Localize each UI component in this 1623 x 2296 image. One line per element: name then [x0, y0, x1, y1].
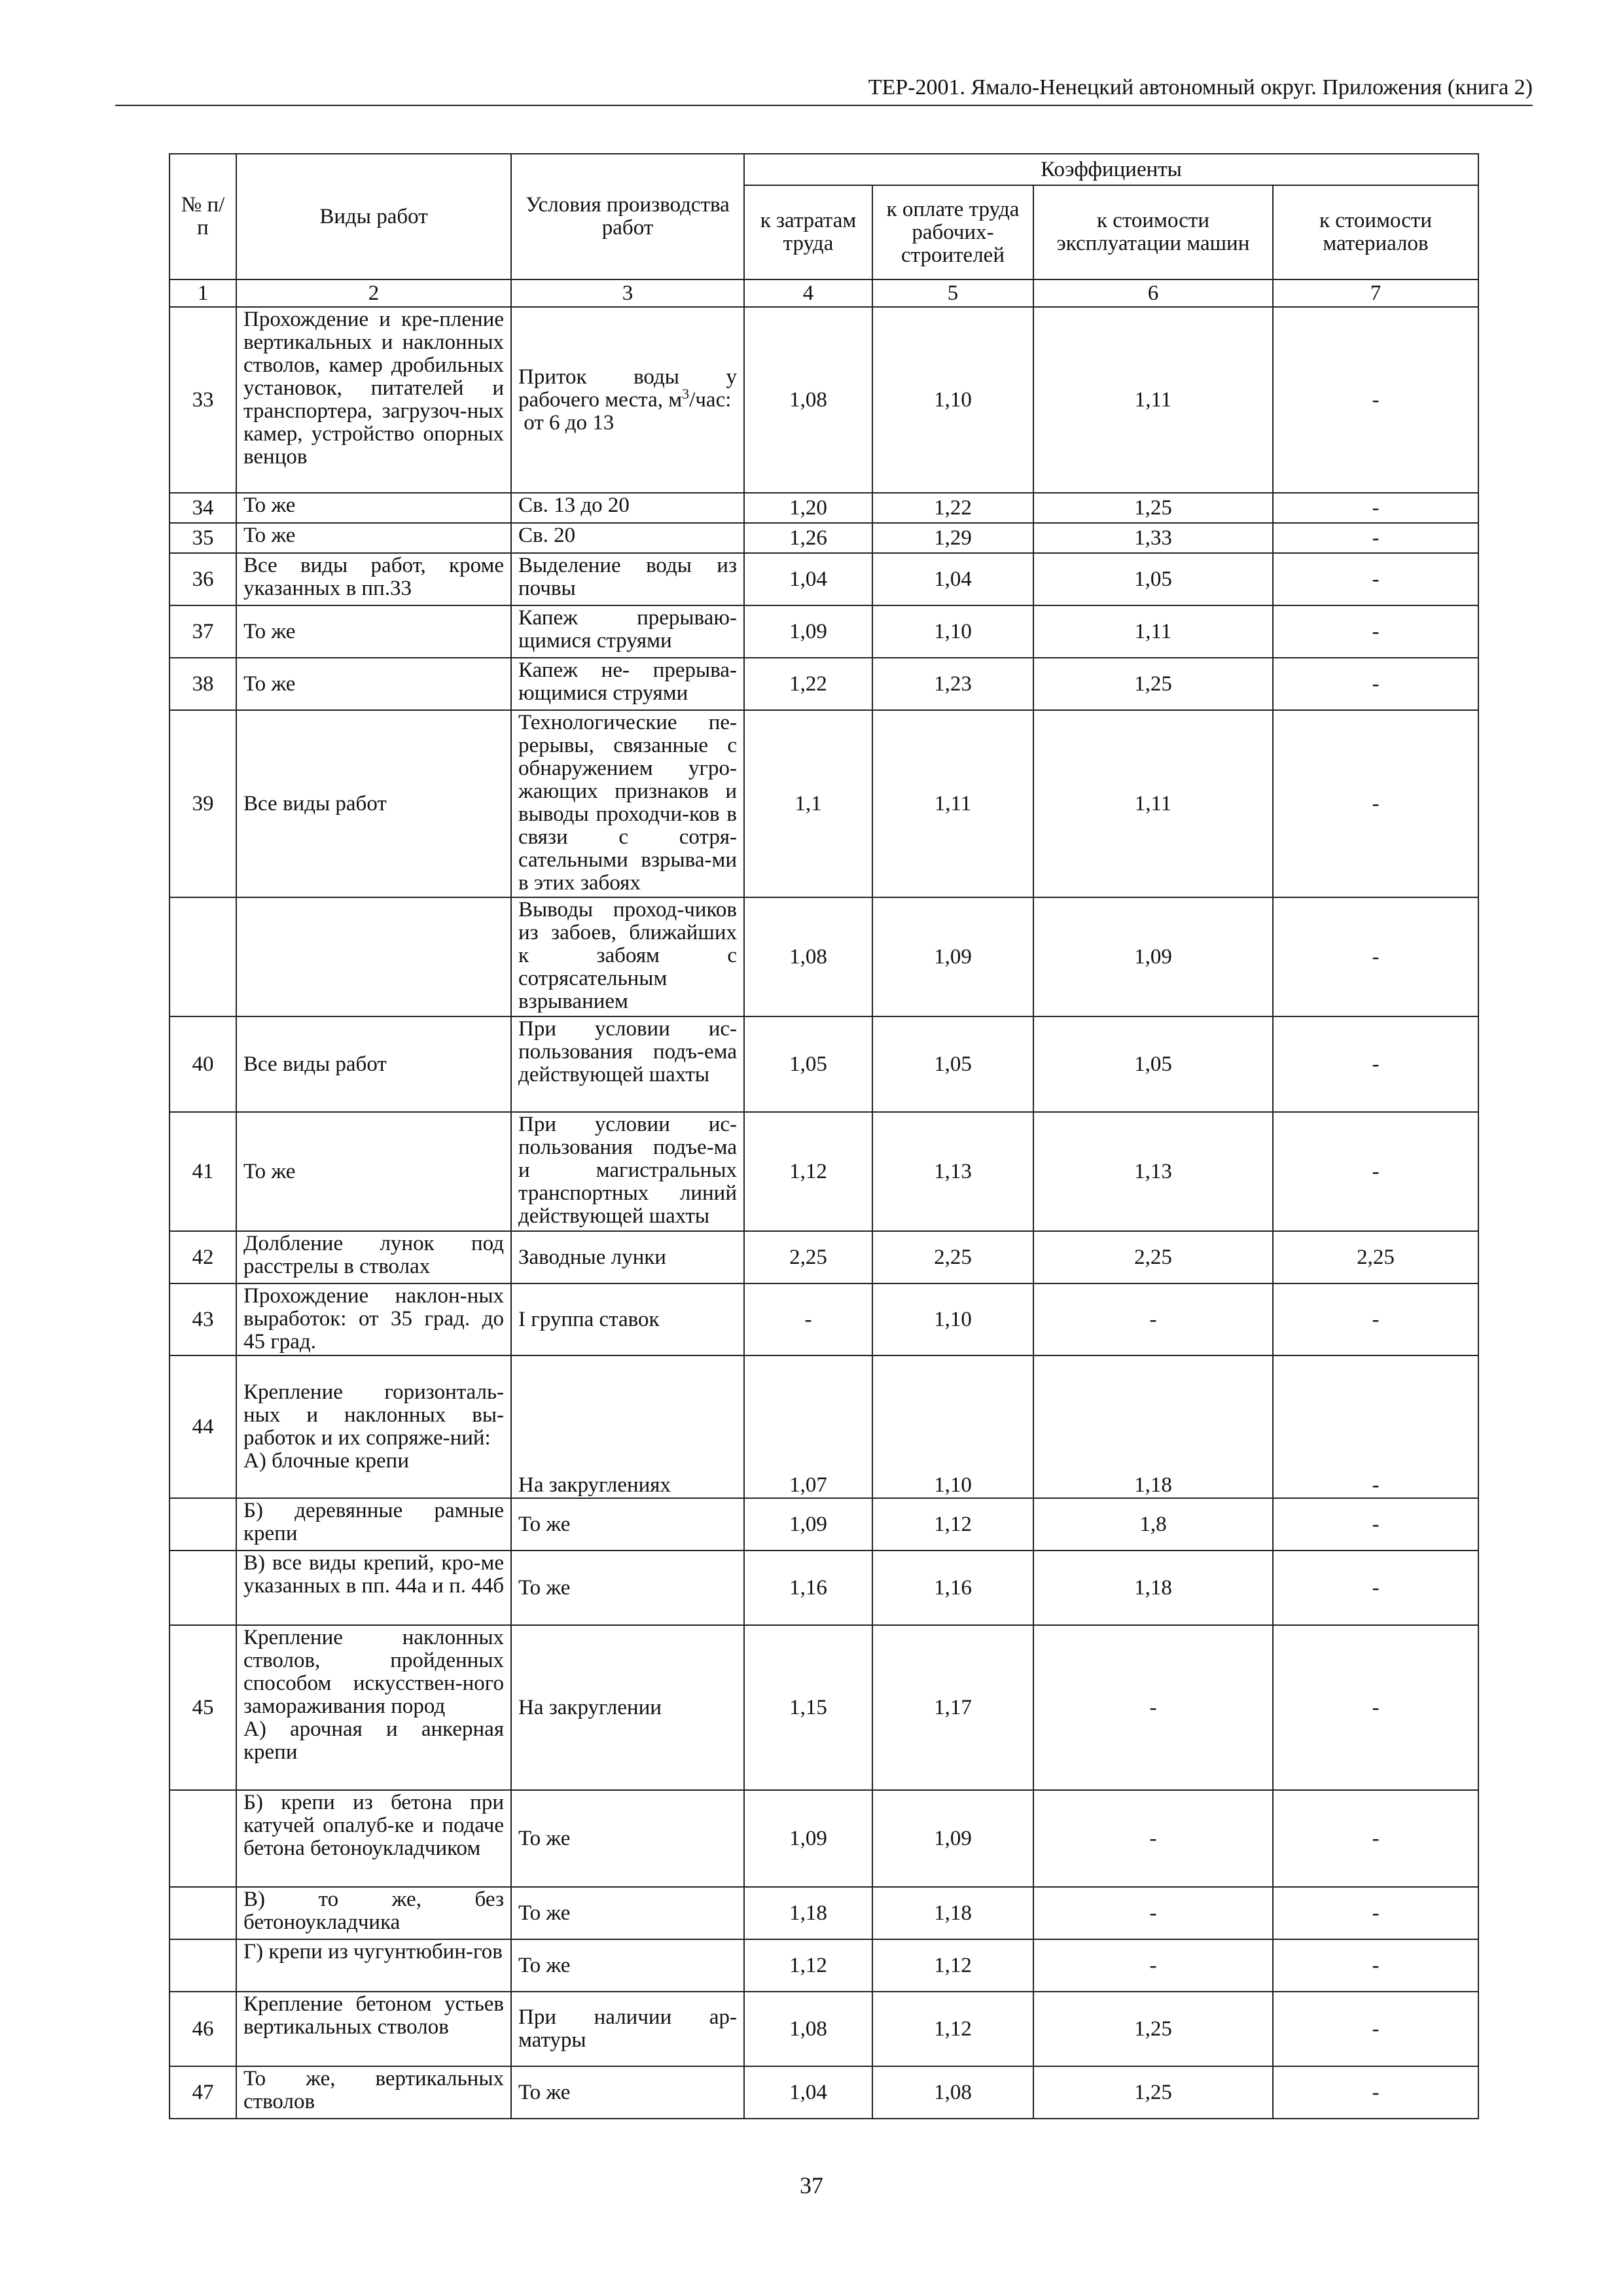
row-num: [169, 897, 236, 1016]
row-work: То же: [236, 523, 511, 553]
table-row: [169, 1625, 1478, 1790]
row-machines: 1,25: [1033, 2066, 1273, 2119]
row-labor: 1,04: [744, 2066, 872, 2119]
row-materials: -: [1273, 1355, 1478, 1498]
row-materials: -: [1273, 1992, 1478, 2066]
table-row: [169, 605, 1478, 658]
header-rule: [115, 105, 1533, 106]
page-number: 37: [800, 2172, 823, 2198]
row-materials: -: [1273, 307, 1478, 493]
header-row-1: [169, 154, 1478, 185]
row-labor: 1,15: [744, 1625, 872, 1790]
row-materials: -: [1273, 1551, 1478, 1625]
row-num: [169, 1498, 236, 1551]
table-row: [169, 897, 1478, 1016]
row-work: Г) крепи из чугунтюбин-гов: [236, 1939, 511, 1992]
row-wages: 1,11: [872, 710, 1033, 897]
row-machines: 2,25: [1033, 1231, 1273, 1283]
row-num: 47: [169, 2066, 236, 2119]
row-num: 35: [169, 523, 236, 553]
row-machines: -: [1033, 1625, 1273, 1790]
row-machines: 1,05: [1033, 553, 1273, 605]
row-materials: -: [1273, 1283, 1478, 1355]
row-work: Б) деревянные рамные крепи: [236, 1498, 511, 1551]
row-labor: -: [744, 1283, 872, 1355]
row-work: Все виды работ: [236, 1016, 511, 1112]
table-row: [169, 710, 1478, 897]
row-conditions: На закруглении: [511, 1625, 744, 1790]
row-machines: 1,33: [1033, 523, 1273, 553]
row-labor: 1,20: [744, 493, 872, 523]
row-wages: 1,12: [872, 1939, 1033, 1992]
row-num: 37: [169, 605, 236, 658]
row-work: Прохождение и кре-пление вертикальных и наклонных стволов, камер дробильных установок, питателей и транспортера, загрузоч-ных камер, устройство опорных венцов: [236, 307, 511, 493]
row-wages: 1,13: [872, 1112, 1033, 1231]
row-num: [169, 1790, 236, 1887]
row-labor: 1,18: [744, 1887, 872, 1939]
row-conditions: То же: [511, 1551, 744, 1625]
table-row: [169, 1283, 1478, 1355]
row-num: 43: [169, 1283, 236, 1355]
row-conditions: Капеж прерываю-щимися струями: [511, 605, 744, 658]
row-num: 41: [169, 1112, 236, 1231]
row-labor: 2,25: [744, 1231, 872, 1283]
row-machines: -: [1033, 1283, 1273, 1355]
row-num: [169, 1939, 236, 1992]
row-labor: 1,08: [744, 1992, 872, 2066]
header-wages: к оплате труда рабочих-строителей: [872, 185, 1033, 279]
row-labor: 1,12: [744, 1939, 872, 1992]
row-materials: -: [1273, 493, 1478, 523]
row-conditions: Выводы проход-чиков из забоев, ближайших к забоям с сотрясательным взрыванием: [511, 897, 744, 1016]
row-conditions: [511, 307, 744, 493]
row-wages: 1,10: [872, 307, 1033, 493]
row-wages: 1,08: [872, 2066, 1033, 2119]
row-materials: -: [1273, 658, 1478, 710]
row-machines: 1,25: [1033, 493, 1273, 523]
row-materials: -: [1273, 1790, 1478, 1887]
col-number: 5: [872, 279, 1033, 307]
row-conditions: При условии ис-пользования подъ-ема действующей шахты: [511, 1016, 744, 1112]
row-machines: 1,13: [1033, 1112, 1273, 1231]
row-num: 34: [169, 493, 236, 523]
row-machines: -: [1033, 1790, 1273, 1887]
row-labor: 1,08: [744, 307, 872, 493]
col-number: 7: [1273, 279, 1478, 307]
row-conditions: При условии ис-пользования подъе-ма и магистральных транспортных линий действующей шахты: [511, 1112, 744, 1231]
row-conditions: На закруглениях: [511, 1355, 744, 1498]
row-materials: -: [1273, 1112, 1478, 1231]
row-labor: 1,09: [744, 605, 872, 658]
row-num: [169, 1887, 236, 1939]
row-num: 38: [169, 658, 236, 710]
row-work: То же: [236, 493, 511, 523]
col-number: 2: [236, 279, 511, 307]
table-row: [169, 1992, 1478, 2066]
row-materials: -: [1273, 605, 1478, 658]
row-wages: 1,10: [872, 1355, 1033, 1498]
row-machines: 1,18: [1033, 1551, 1273, 1625]
row-wages: 1,05: [872, 1016, 1033, 1112]
row-work: То же: [236, 1112, 511, 1231]
row-materials: -: [1273, 1625, 1478, 1790]
row-wages: 1,17: [872, 1625, 1033, 1790]
row-num: 45: [169, 1625, 236, 1790]
col-number: 1: [169, 279, 236, 307]
row-machines: -: [1033, 1939, 1273, 1992]
coefficients-table: [169, 153, 1479, 2119]
cond-text-unit: /час:: [689, 387, 732, 412]
row-work: Б) крепи из бетона при катучей опалуб-ке и подаче бетона бетоноукладчиком: [236, 1790, 511, 1887]
cond-text: Приток воды у рабочего места, м: [518, 365, 737, 412]
row-work: То же: [236, 605, 511, 658]
row-work: В) то же, без бетоноукладчика: [236, 1887, 511, 1939]
row-wages: 1,12: [872, 1992, 1033, 2066]
row-labor: 1,1: [744, 710, 872, 897]
table-row: [169, 1112, 1478, 1231]
table-row: [169, 307, 1478, 493]
table-row: [169, 1016, 1478, 1112]
table-row: [169, 523, 1478, 553]
row-wages: 1,10: [872, 605, 1033, 658]
row-conditions: Капеж не- прерыва-ющимися струями: [511, 658, 744, 710]
row-num: 33: [169, 307, 236, 493]
row-labor: 1,22: [744, 658, 872, 710]
table-row: [169, 1498, 1478, 1551]
table-row: [169, 658, 1478, 710]
table-row: [169, 1790, 1478, 1887]
row-conditions: Технологические пе-рерывы, связанные с обнаружением угро-жающих признаков и выводы проходчи-ков в связи с сотря-сательными взрыва-ми в этих забоях: [511, 710, 744, 897]
row-wages: 1,22: [872, 493, 1033, 523]
table-row: [169, 1355, 1478, 1498]
row-wages: 1,29: [872, 523, 1033, 553]
table-row: [169, 1551, 1478, 1625]
work-heading: Крепление горизонталь-ных и наклонных вы-работок и их сопряже-ний:: [243, 1380, 504, 1450]
row-machines: 1,18: [1033, 1355, 1273, 1498]
header-conditions: Условия производства работ: [511, 154, 744, 279]
table-row: [169, 553, 1478, 605]
row-conditions: То же: [511, 1887, 744, 1939]
row-labor: 1,26: [744, 523, 872, 553]
row-labor: 1,08: [744, 897, 872, 1016]
col-number: 4: [744, 279, 872, 307]
column-number-row: [169, 279, 1478, 307]
row-work: Прохождение наклон-ных выработок: от 35 град. до 45 град.: [236, 1283, 511, 1355]
row-num: [169, 1551, 236, 1625]
row-num: 36: [169, 553, 236, 605]
row-num: 42: [169, 1231, 236, 1283]
row-wages: 1,04: [872, 553, 1033, 605]
row-machines: -: [1033, 1887, 1273, 1939]
work-sub: А) блочные крепи: [243, 1449, 409, 1473]
row-conditions: То же: [511, 1939, 744, 1992]
row-work: Долбление лунок под расстрелы в стволах: [236, 1231, 511, 1283]
row-labor: 1,04: [744, 553, 872, 605]
row-work: То же, вертикальных стволов: [236, 2066, 511, 2119]
header-coefficients: Коэффициенты: [744, 154, 1478, 185]
row-num: 40: [169, 1016, 236, 1112]
work-heading: Крепление наклонных стволов, пройденных способом искусствен-ного замораживания пород: [243, 1626, 504, 1718]
row-labor: 1,12: [744, 1112, 872, 1231]
table-row: [169, 1231, 1478, 1283]
row-num: 39: [169, 710, 236, 897]
row-labor: 1,05: [744, 1016, 872, 1112]
row-machines: 1,25: [1033, 658, 1273, 710]
row-materials: 2,25: [1273, 1231, 1478, 1283]
row-conditions: То же: [511, 2066, 744, 2119]
row-work: Все виды работ, кроме указанных в пп.33: [236, 553, 511, 605]
row-materials: -: [1273, 1887, 1478, 1939]
row-materials: -: [1273, 1016, 1478, 1112]
row-work: [236, 1355, 511, 1498]
row-wages: 1,09: [872, 1790, 1033, 1887]
row-conditions: Св. 13 до 20: [511, 493, 744, 523]
row-machines: 1,11: [1033, 605, 1273, 658]
row-work: То же: [236, 658, 511, 710]
table-row: [169, 1887, 1478, 1939]
row-machines: 1,05: [1033, 1016, 1273, 1112]
row-materials: -: [1273, 2066, 1478, 2119]
table-row: [169, 1939, 1478, 1992]
row-materials: -: [1273, 523, 1478, 553]
row-machines: 1,11: [1033, 710, 1273, 897]
row-machines: 1,09: [1033, 897, 1273, 1016]
row-num: 46: [169, 1992, 236, 2066]
row-materials: -: [1273, 553, 1478, 605]
row-materials: -: [1273, 1498, 1478, 1551]
work-sub: А) арочная и анкерная крепи: [243, 1717, 504, 1764]
row-conditions: То же: [511, 1498, 744, 1551]
row-wages: 1,10: [872, 1283, 1033, 1355]
header-num: № п/п: [169, 154, 236, 279]
row-wages: 1,09: [872, 897, 1033, 1016]
row-labor: 1,09: [744, 1498, 872, 1551]
row-wages: 1,12: [872, 1498, 1033, 1551]
header-materials: к стоимости материалов: [1273, 185, 1478, 279]
row-work: Крепление бетоном устьев вертикальных стволов: [236, 1992, 511, 2066]
row-work: [236, 897, 511, 1016]
cond-superscript: 3: [682, 385, 690, 402]
row-machines: 1,8: [1033, 1498, 1273, 1551]
table-row: [169, 2066, 1478, 2119]
row-materials: -: [1273, 897, 1478, 1016]
row-labor: 1,16: [744, 1551, 872, 1625]
header-labor: к затратам труда: [744, 185, 872, 279]
row-num: 44: [169, 1355, 236, 1498]
row-wages: 1,18: [872, 1887, 1033, 1939]
row-conditions: I группа ставок: [511, 1283, 744, 1355]
row-wages: 1,23: [872, 658, 1033, 710]
running-header: ТЕР-2001. Ямало-Ненецкий автономный округ. Приложения (книга 2): [868, 75, 1533, 99]
row-materials: -: [1273, 710, 1478, 897]
cond-range: от 6 до 13: [524, 410, 615, 435]
row-materials: -: [1273, 1939, 1478, 1992]
col-number: 6: [1033, 279, 1273, 307]
row-conditions: При наличии ар-матуры: [511, 1992, 744, 2066]
row-work: Все виды работ: [236, 710, 511, 897]
row-machines: 1,25: [1033, 1992, 1273, 2066]
header-machines: к стоимости эксплуатации машин: [1033, 185, 1273, 279]
row-machines: 1,11: [1033, 307, 1273, 493]
table-row: [169, 493, 1478, 523]
row-wages: 1,16: [872, 1551, 1033, 1625]
row-labor: 1,07: [744, 1355, 872, 1498]
col-number: 3: [511, 279, 744, 307]
row-wages: 2,25: [872, 1231, 1033, 1283]
row-labor: 1,09: [744, 1790, 872, 1887]
row-conditions: То же: [511, 1790, 744, 1887]
row-conditions: Заводные лунки: [511, 1231, 744, 1283]
header-work: Виды работ: [236, 154, 511, 279]
row-conditions: Выделение воды из почвы: [511, 553, 744, 605]
row-work: В) все виды крепий, кро-ме указанных в пп. 44а и п. 44б: [236, 1551, 511, 1625]
row-conditions: Св. 20: [511, 523, 744, 553]
row-work: [236, 1625, 511, 1790]
